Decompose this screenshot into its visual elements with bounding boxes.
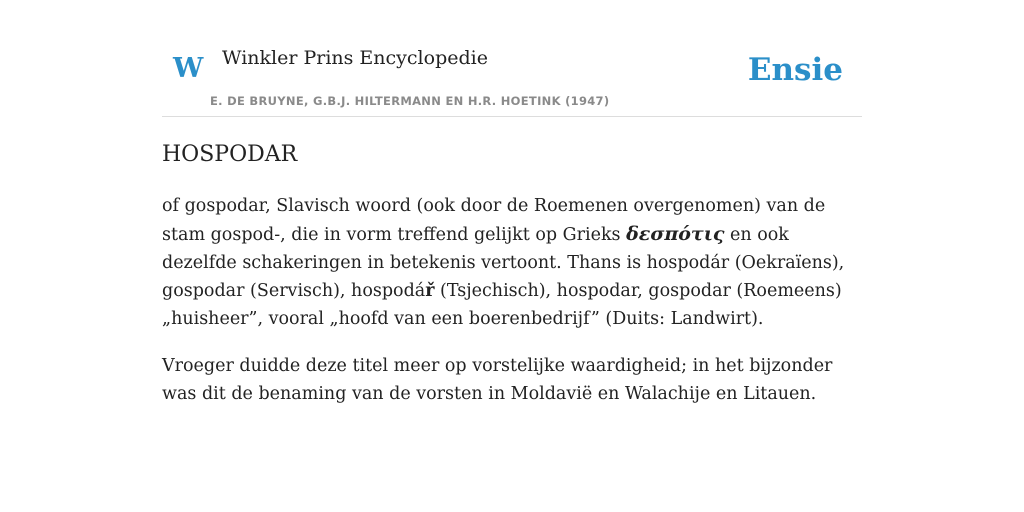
entry-paragraph-1	[162, 192, 862, 333]
header	[162, 0, 862, 117]
greek-term: δεσπότις	[626, 223, 725, 245]
paragraph-text: (Tsjechisch), hospodar, gospodar (Roemeens) „huisheer”, vooral „hoofd van een boerenbedrijf” (Duits: Landwirt).	[162, 281, 842, 329]
page	[162, 0, 862, 404]
entry-title: HOSPODAR	[162, 142, 298, 167]
paragraph-text: of gospodar, Slavisch woord (ook door de Roemenen overgenomen) van de stam gospod-, die in vorm treffend gelijkt op Grieks	[162, 196, 826, 245]
paragraph-text: en ook dezelfde schakeringen in betekenis vertoont. Thans is hospodár (Oekraïens), gospodar (Servisch), hospodá	[162, 225, 845, 301]
wp-logo-icon[interactable]: W	[173, 53, 204, 84]
source-title[interactable]: Winkler Prins Encyclopedie	[222, 47, 488, 69]
ensie-logo[interactable]: Ensie	[747, 52, 843, 88]
bold-character: ř	[425, 281, 435, 301]
entry-paragraph-2: Vroeger duidde deze titel meer op vorstelijke waardigheid; in het bijzonder was dit de benaming van de vorsten in Moldavië en Walachije en Litauen.	[162, 356, 833, 404]
source-authors: E. DE BRUYNE, G.B.J. HILTERMANN EN H.R. HOETINK (1947)	[210, 94, 610, 108]
entry-body	[162, 192, 862, 427]
